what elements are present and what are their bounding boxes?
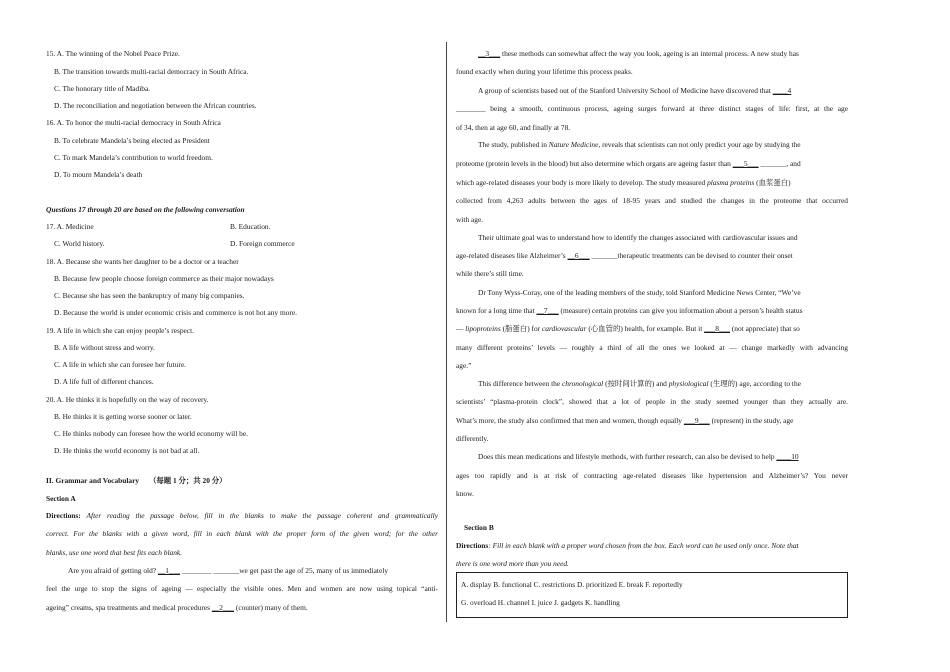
- word-bank-box: [456, 572, 848, 618]
- para-text: known for a long time that: [456, 306, 535, 315]
- para-text: A group of scientists based out of the Stanford University School of Medicine have discovered that: [478, 86, 771, 95]
- para4-line-1: Their ultimate goal was to understand how to identify the changes associated with cardiovascular issues and: [478, 233, 798, 242]
- para2-line-1: [478, 86, 791, 96]
- para1-line-2: found exactly when during your lifetime this process peaks.: [456, 67, 633, 76]
- section-b-label: Section B: [464, 523, 494, 532]
- para2-line-2: ________ being a smooth, continuous process, ageing surges forward at three distinct stages of life: first, at the age: [456, 104, 848, 113]
- blank-9[interactable]: ___9___: [683, 416, 710, 425]
- term-plasma-proteins: plasma proteins: [707, 178, 755, 187]
- q19-option-c: C. A life in which she can foresee her future.: [54, 360, 186, 369]
- q17-option-a: 17. A. Medicine: [46, 222, 94, 231]
- term-physiological: physiological: [668, 379, 709, 388]
- q19-option-b: B. A life without stress and worry.: [54, 343, 155, 352]
- blank-8[interactable]: ___8___: [704, 324, 730, 333]
- blank-7[interactable]: __7___: [536, 306, 559, 315]
- q17-option-d: D. Foreign commerce: [230, 239, 295, 248]
- para3-line-3: [456, 178, 791, 188]
- para6-line-3: [456, 416, 793, 426]
- term-lipoproteins: lipoproteins: [465, 324, 501, 333]
- passage-text: Are you afraid of getting old?: [68, 566, 157, 575]
- para7-line-3: know.: [456, 489, 474, 498]
- para7-line-2: ages too rapidly and is at risk of contracting age-related diseases like hypertension and Alzheimer’s? You never: [456, 471, 848, 480]
- para4-line-3: while there’s still time.: [456, 269, 524, 278]
- para-text: which age-related diseases your body is more likely to develop. The study measured: [456, 178, 706, 187]
- directions-b-line-1: [456, 541, 799, 551]
- para3-line-5: with age.: [456, 215, 484, 224]
- passage-text: ________ _______we get past the age of 25, many of us immediately: [181, 566, 389, 575]
- directions-b-label: Directions: [456, 541, 489, 550]
- para5-line-1: Dr Tony Wyss-Coray, one of the leading members of the study, told Stanford Medicine News Center, “We’ve: [478, 288, 801, 297]
- para7-line-1: [478, 452, 799, 462]
- para-text: (按时间计算的) and: [605, 379, 667, 388]
- para-text: _______therapeutic treatments can be devised to counter their onset: [591, 251, 793, 260]
- para-text: Does this mean medications and lifestyle methods, with further research, can also be devised to help: [478, 452, 775, 461]
- para5-line-3: [456, 324, 800, 334]
- para-text: —: [456, 324, 464, 333]
- passage-line-2: feel the urge to stop the signs of ageing — especially the visible ones. Men and women are now using topical “anti-: [46, 584, 438, 593]
- para-text: age-related diseases like Alzheimer’s: [456, 251, 566, 260]
- para-text: (生理的) age, according to the: [710, 379, 801, 388]
- conversation-heading: Questions 17 through 20 are based on the following conversation: [46, 205, 245, 214]
- blank-6[interactable]: __6___: [567, 251, 590, 260]
- directions-b-text: : Fill in each blank with a proper word chosen from the box. Each word can be used only once. Note that: [488, 541, 799, 550]
- q15-option-b: B. The transition towards multi-racial democracy in South Africa.: [54, 67, 249, 76]
- section-title: II. Grammar and Vocabulary: [46, 476, 140, 485]
- para-text: proteome (protein levels in the blood) but also determine which organs are ageing faster than: [456, 159, 731, 168]
- para-text: (represent) in the study, age: [711, 416, 794, 425]
- word-bank-row-2: G. overload H. channel I. juice J. gadgets K. handling: [461, 598, 620, 607]
- directions-line-3: blanks, use one word that best fits each blank.: [46, 548, 183, 557]
- para-text: _______, and: [760, 159, 801, 168]
- para-text: (血浆蛋白): [756, 178, 791, 187]
- section-a-label: Section A: [46, 494, 76, 503]
- para6-line-2: scientists’ “plasma-protein clock”, showed that a lot of people in the study seemed younger than they actually are.: [456, 397, 848, 406]
- q17-option-b: B. Education.: [230, 222, 271, 231]
- q19-option-a: 19. A life in which she can enjoy people’s respect.: [46, 326, 194, 335]
- q20-option-c: C. He thinks nobody can foresee how the world economy will be.: [54, 429, 248, 438]
- para3-line-4: collected from 4,263 adults between the ages of 18-95 years and studied the changes in the proteome that occurred: [456, 196, 848, 205]
- q18-option-d: D. Because the world is under economic crisis and commerce is not hot any more.: [54, 308, 297, 317]
- para5-line-5: age.”: [456, 361, 472, 370]
- passage-text: ageing” creams, spa treatments and medical procedures: [46, 603, 210, 612]
- term-cardiovascular: cardiovascular: [541, 324, 587, 333]
- section-heading: [46, 476, 227, 486]
- blank-3[interactable]: __3___: [478, 49, 501, 58]
- para-text: , reveals that scientists can not only predict your age by studying the: [598, 140, 801, 149]
- q17-row1: [46, 222, 438, 232]
- directions-line-2: correct. For the blanks with a given word, fill in each blank with the proper form of the given word; for the other: [46, 529, 438, 538]
- directions-b-line-2: there is one word more than you need.: [456, 559, 569, 568]
- blank-4[interactable]: ____4: [772, 86, 792, 95]
- para-text: This difference between the: [478, 379, 561, 388]
- directions-text-1: After reading the passage below, fill in the blanks to make the passage coherent and grammatically: [86, 511, 438, 520]
- q20-option-a: 20. A. He thinks it is hopefully on the way of recovery.: [46, 395, 209, 404]
- q20-option-b: B. He thinks it is getting worse sooner or later.: [54, 412, 192, 421]
- para6-line-1: [478, 379, 801, 389]
- term-chronological: chronological: [562, 379, 604, 388]
- q19-option-d: D. A life full of different chances.: [54, 377, 154, 386]
- para5-line-4: many different proteins’ levels — roughly a third of all the ones we looked at — change markedly with advancing: [456, 343, 848, 352]
- q16-option-d: D. To mourn Mandela’s death: [54, 170, 143, 179]
- para6-line-4: differently.: [456, 434, 489, 443]
- q18-option-b: B. Because few people choose foreign commerce as their major nowadays: [54, 274, 274, 283]
- q18-option-c: C. Because she has seen the bankruptcy of many big companies.: [54, 291, 245, 300]
- directions-label: Directions:: [46, 511, 81, 520]
- q15-option-c: C. The honorary title of Madiba.: [54, 84, 151, 93]
- passage-line-3: [46, 603, 308, 613]
- para-text: (脂蛋白) for: [502, 324, 541, 333]
- blank-5[interactable]: ___5___: [732, 159, 759, 168]
- q16-option-c: C. To mark Mandela’s contribution to world freedom.: [54, 153, 213, 162]
- para5-line-2: [456, 306, 802, 316]
- q15-option-a: 15. A. The winning of the Nobel Peace Prize.: [46, 49, 180, 58]
- passage-text: (counter) many of them.: [235, 603, 308, 612]
- para-text: (measure) certain proteins can give you information about a person’s health status: [560, 306, 803, 315]
- blank-10[interactable]: ____10: [776, 452, 799, 461]
- journal-name: Nature Medicine: [548, 140, 599, 149]
- directions-line-1: [46, 511, 438, 521]
- passage-line-1: [68, 566, 388, 576]
- para-text: (心血管的) health, for example. But it: [588, 324, 703, 333]
- para3-line-2: [456, 159, 801, 169]
- para4-line-2: [456, 251, 793, 261]
- para-text: these methods can somewhat affect the way you look, ageing is an internal process. A new study has: [502, 49, 799, 58]
- blank-1[interactable]: __1___: [157, 566, 181, 575]
- q17-option-c: C. World history.: [54, 239, 105, 248]
- para3-line-1: [478, 140, 801, 150]
- blank-2[interactable]: __2___: [211, 603, 234, 612]
- section-score: （每题 1 分；共 20 分）: [148, 476, 227, 485]
- para1-line-1: [478, 49, 799, 59]
- word-bank-row-1: A. display B. functional C. restrictions D. prioritized E. break F. reportedly: [461, 580, 683, 589]
- q17-row2: [46, 239, 438, 249]
- column-divider: [446, 42, 447, 622]
- q18-option-a: 18. A. Because she wants her daughter to be a doctor or a teacher: [46, 257, 239, 266]
- q20-option-d: D. He thinks the world economy is not bad at all.: [54, 446, 200, 455]
- para-text: The study, published in: [478, 140, 547, 149]
- q16-option-a: 16. A. To honor the multi-racial democracy in South Africa: [46, 118, 221, 127]
- para-text: What’s more, the study also confirmed that men and women, though equally: [456, 416, 682, 425]
- para2-line-3: of 34, then at age 60, and finally at 78.: [456, 123, 571, 132]
- para-text: (not appreciate) that so: [731, 324, 800, 333]
- q16-option-b: B. To celebrate Mandela’s being elected as President: [54, 136, 210, 145]
- q15-option-d: D. The reconciliation and negotiation between the African countries.: [54, 101, 257, 110]
